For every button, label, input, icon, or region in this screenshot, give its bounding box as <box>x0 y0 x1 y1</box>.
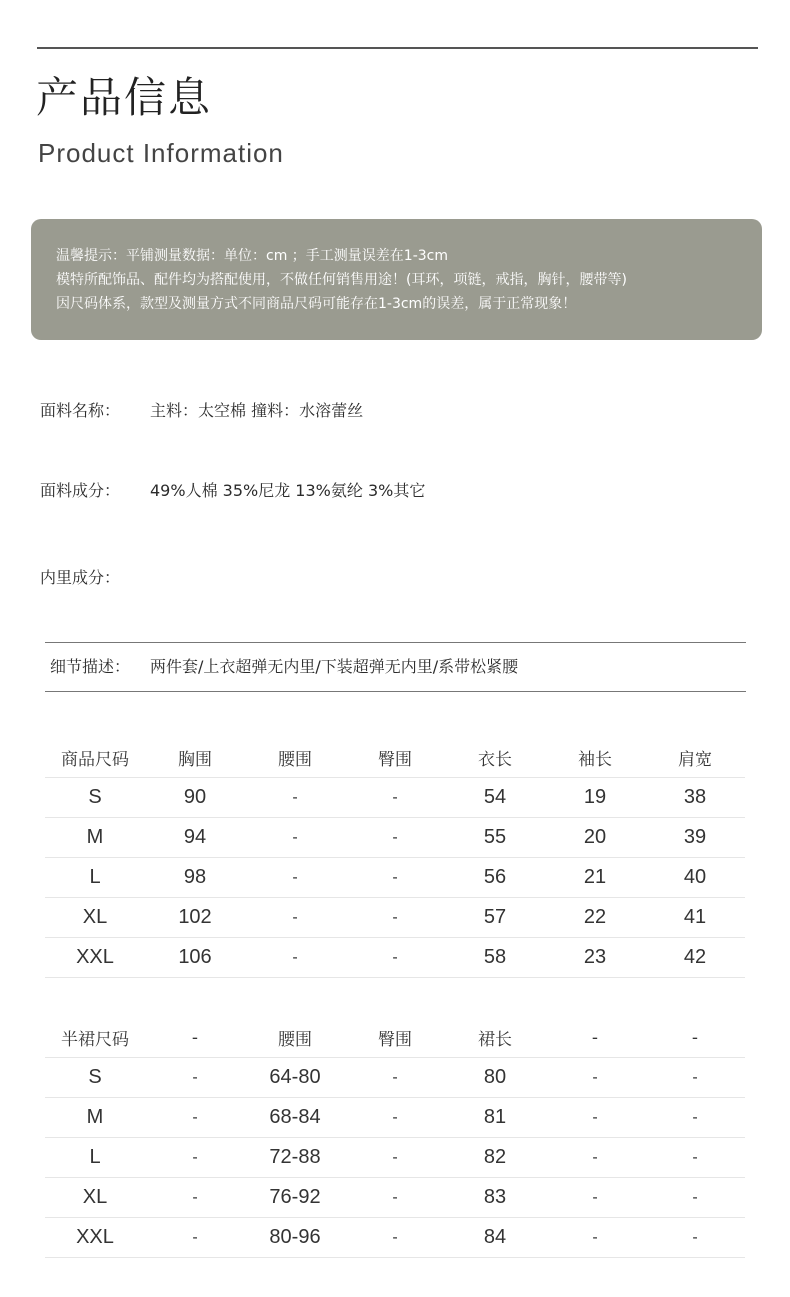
table-cell: 90 <box>145 778 245 818</box>
table-cell: 20 <box>545 818 645 858</box>
detail-top-divider <box>45 642 746 643</box>
table-cell: 21 <box>545 858 645 898</box>
table-row <box>45 898 745 938</box>
fabric-name-label: 面料名称： <box>40 401 121 420</box>
table-cell: 42 <box>645 938 745 978</box>
table-cell: 55 <box>445 818 545 858</box>
top-size-table <box>45 738 745 978</box>
table-header-cell: 半裙尺码 <box>45 1018 145 1058</box>
table-row <box>45 1058 745 1098</box>
table-header-row <box>45 738 745 778</box>
table-cell: - <box>245 898 345 938</box>
table-header-cell: 臀围 <box>345 1018 445 1058</box>
table-cell: XL <box>45 898 145 938</box>
table-cell: - <box>345 898 445 938</box>
table-cell: 57 <box>445 898 545 938</box>
table-cell: - <box>545 1178 645 1218</box>
table-cell: 39 <box>645 818 745 858</box>
fabric-composition-label: 面料成分： <box>40 481 121 500</box>
table-cell: 84 <box>445 1218 545 1258</box>
table-cell: - <box>145 1138 245 1178</box>
notice-line-3: 因尺码体系，款型及测量方式不同商品尺码可能存在1-3cm的误差，属于正常现象！ <box>56 296 577 312</box>
table-cell: - <box>645 1098 745 1138</box>
table-cell: 19 <box>545 778 645 818</box>
table-cell: - <box>645 1058 745 1098</box>
table-cell: - <box>645 1138 745 1178</box>
table-cell: 40 <box>645 858 745 898</box>
table-cell: 64-80 <box>245 1058 345 1098</box>
table-row <box>45 858 745 898</box>
table-cell: - <box>245 858 345 898</box>
table-cell: 38 <box>645 778 745 818</box>
table-cell: - <box>245 818 345 858</box>
table-cell: 54 <box>445 778 545 818</box>
table-cell: 41 <box>645 898 745 938</box>
table-row <box>45 1218 745 1258</box>
table-cell: 102 <box>145 898 245 938</box>
notice-box <box>31 219 762 340</box>
table-cell: 22 <box>545 898 645 938</box>
table-header-cell: - <box>645 1018 745 1058</box>
table-row <box>45 1098 745 1138</box>
table-cell: - <box>345 1138 445 1178</box>
table-header-cell: - <box>145 1018 245 1058</box>
table-cell: - <box>245 778 345 818</box>
table-header-cell: 裙长 <box>445 1018 545 1058</box>
table-cell: 80-96 <box>245 1218 345 1258</box>
table-header-cell: - <box>545 1018 645 1058</box>
table-cell: - <box>345 1098 445 1138</box>
table-cell: - <box>245 938 345 978</box>
table-cell: S <box>45 778 145 818</box>
detail-bottom-divider <box>45 691 746 692</box>
table-cell: 72-88 <box>245 1138 345 1178</box>
table-cell: XXL <box>45 938 145 978</box>
notice-line-1: 温馨提示：平铺测量数据：单位：cm ；手工测量误差在1-3cm <box>56 248 448 264</box>
table-cell: - <box>345 1218 445 1258</box>
detail-label: 细节描述： <box>50 657 131 676</box>
table-cell: - <box>545 1098 645 1138</box>
table-cell: 94 <box>145 818 245 858</box>
table-cell: - <box>645 1218 745 1258</box>
fabric-name-value: 主料：太空棉 撞料：水溶蕾丝 <box>150 401 364 420</box>
table-cell: - <box>545 1138 645 1178</box>
page-subtitle: Product Information <box>38 138 284 168</box>
table-cell: 98 <box>145 858 245 898</box>
table-cell: - <box>345 818 445 858</box>
fabric-composition-value: 49%人棉 35%尼龙 13%氨纶 3%其它 <box>150 481 426 500</box>
table-cell: XXL <box>45 1218 145 1258</box>
table-cell: 23 <box>545 938 645 978</box>
table-cell: S <box>45 1058 145 1098</box>
table-header-cell: 胸围 <box>145 738 245 778</box>
table-header-cell: 腰围 <box>245 738 345 778</box>
table-cell: - <box>345 778 445 818</box>
table-cell: 82 <box>445 1138 545 1178</box>
table-cell: M <box>45 818 145 858</box>
table-cell: L <box>45 858 145 898</box>
table-cell: - <box>345 1178 445 1218</box>
table-row <box>45 1178 745 1218</box>
table-header-cell: 肩宽 <box>645 738 745 778</box>
table-cell: XL <box>45 1178 145 1218</box>
table-header-cell: 腰围 <box>245 1018 345 1058</box>
table-row <box>45 778 745 818</box>
table-cell: - <box>645 1178 745 1218</box>
table-cell: - <box>345 858 445 898</box>
table-cell: 58 <box>445 938 545 978</box>
table-header-cell: 商品尺码 <box>45 738 145 778</box>
table-cell: - <box>145 1178 245 1218</box>
table-header-cell: 臀围 <box>345 738 445 778</box>
skirt-size-table <box>45 1018 745 1258</box>
table-cell: - <box>145 1218 245 1258</box>
notice-line-2: 模特所配饰品、配件均为搭配使用，不做任何销售用途！(耳环，项链，戒指，胸针，腰带等) <box>56 272 627 288</box>
lining-label: 内里成分： <box>40 568 121 587</box>
table-cell: 76-92 <box>245 1178 345 1218</box>
table-header-cell: 袖长 <box>545 738 645 778</box>
table-row <box>45 938 745 978</box>
table-header-row <box>45 1018 745 1058</box>
top-divider <box>37 47 758 49</box>
table-cell: 68-84 <box>245 1098 345 1138</box>
table-row <box>45 1138 745 1178</box>
detail-value: 两件套/上衣超弹无内里/下装超弹无内里/系带松紧腰 <box>150 657 519 676</box>
table-cell: 56 <box>445 858 545 898</box>
table-cell: 80 <box>445 1058 545 1098</box>
table-cell: - <box>145 1098 245 1138</box>
table-cell: 81 <box>445 1098 545 1138</box>
table-cell: - <box>545 1218 645 1258</box>
table-row <box>45 818 745 858</box>
table-cell: - <box>345 1058 445 1098</box>
table-cell: 83 <box>445 1178 545 1218</box>
table-cell: - <box>145 1058 245 1098</box>
table-cell: 106 <box>145 938 245 978</box>
table-cell: L <box>45 1138 145 1178</box>
table-cell: M <box>45 1098 145 1138</box>
table-header-cell: 衣长 <box>445 738 545 778</box>
table-cell: - <box>345 938 445 978</box>
page-title: 产品信息 <box>36 73 213 122</box>
table-cell: - <box>545 1058 645 1098</box>
